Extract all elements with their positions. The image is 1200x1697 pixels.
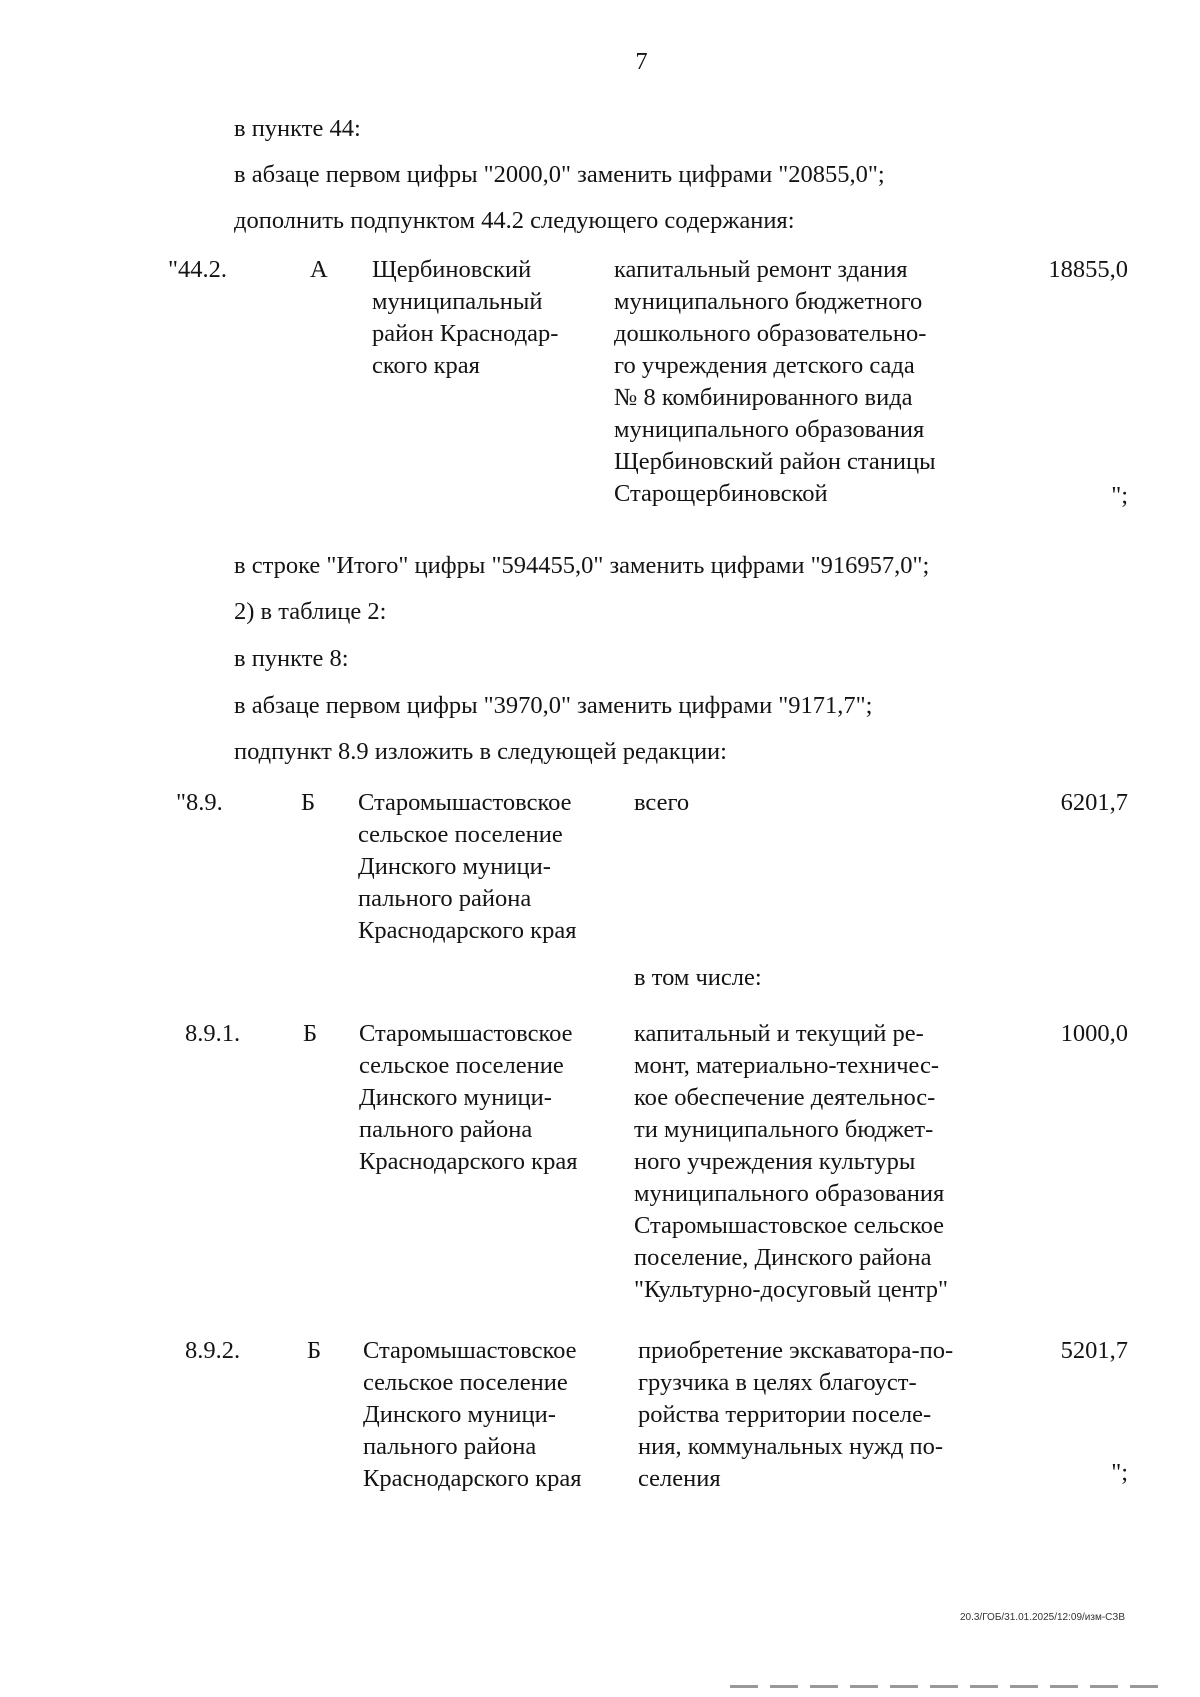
row-8-9-category: Б [301,789,316,816]
row-8-9-sum: 6201,7 [1060,789,1128,816]
paragraph-itogo: в строке "Итого" цифры "594455,0" заменить цифрами "916957,0"; [234,552,930,579]
row-8-9-1-category: Б [303,1020,318,1047]
row-8-9-2-municipality: Старомышастовское сельское поселение Динского муници- пального района Краснодарского края [363,1337,582,1492]
row-8-9-2-number: 8.9.2. [185,1337,241,1364]
row-44-2-number: "44.2. [168,256,228,283]
row-8-9-1-description: капитальный и текущий ре- монт, материально-техничес- кое обеспечение деятельнос- ти муниципального бюджет- ного учреждения культуры муниципального образования Старомышастовское сельское поселение, Динского района "Культурно-досуговый центр" [634,1020,948,1303]
row-44-2-sum: 18855,0 [1048,256,1128,283]
paragraph-point-8: в пункте 8: [234,645,349,672]
row-8-9-including: в том числе: [634,964,762,991]
page-number: 7 [635,48,648,75]
scan-edge-stripe [730,1685,1170,1688]
row-8-9-number: "8.9. [176,789,223,816]
row-8-9-1-number: 8.9.1. [185,1020,241,1047]
paragraph-add-subpoint-44-2: дополнить подпунктом 44.2 следующего содержания: [234,207,795,234]
row-8-9-municipality: Старомышастовское сельское поселение Динского муници- пального района Краснодарского края [358,789,577,944]
paragraph-subpoint-8-9: подпункт 8.9 изложить в следующей редакции: [234,738,727,765]
row-44-2-municipality: Щербиновский муниципальный район Краснодар- ского края [372,256,559,379]
paragraph-point-44: в пункте 44: [234,115,361,142]
row-8-9-1-sum: 1000,0 [1060,1020,1128,1047]
row-8-9-2-closing-quote: "; [1111,1459,1128,1486]
paragraph-table-2: 2) в таблице 2: [234,598,387,625]
row-8-9-2-category: Б [307,1337,322,1364]
row-44-2-closing-quote: "; [1111,482,1128,509]
row-44-2-description: капитальный ремонт здания муниципального бюджетного дошкольного образовательно- го учреждения детского сада № 8 комбинированного вида муниципального образования Щербиновский район станицы Старощербиновской [614,256,936,507]
row-8-9-description: всего [634,789,690,816]
row-8-9-1-municipality: Старомышастовское сельское поселение Динского муници- пального района Краснодарского края [359,1020,578,1175]
document-code: 20.3/ГОБ/31.01.2025/12:09/изм-СЗВ [959,1612,1125,1623]
paragraph-first-abzac-44: в абзаце первом цифры "2000,0" заменить цифрами "20855,0"; [234,161,885,188]
row-8-9-2-sum: 5201,7 [1060,1337,1128,1364]
paragraph-first-abzac-8: в абзаце первом цифры "3970,0" заменить цифрами "9171,7"; [234,692,873,719]
row-8-9-2-description: приобретение экскаватора-по- грузчика в целях благоуст- ройства территории поселе- ния, коммунальных нужд по- селения [638,1337,954,1492]
row-44-2-category: А [310,256,328,283]
